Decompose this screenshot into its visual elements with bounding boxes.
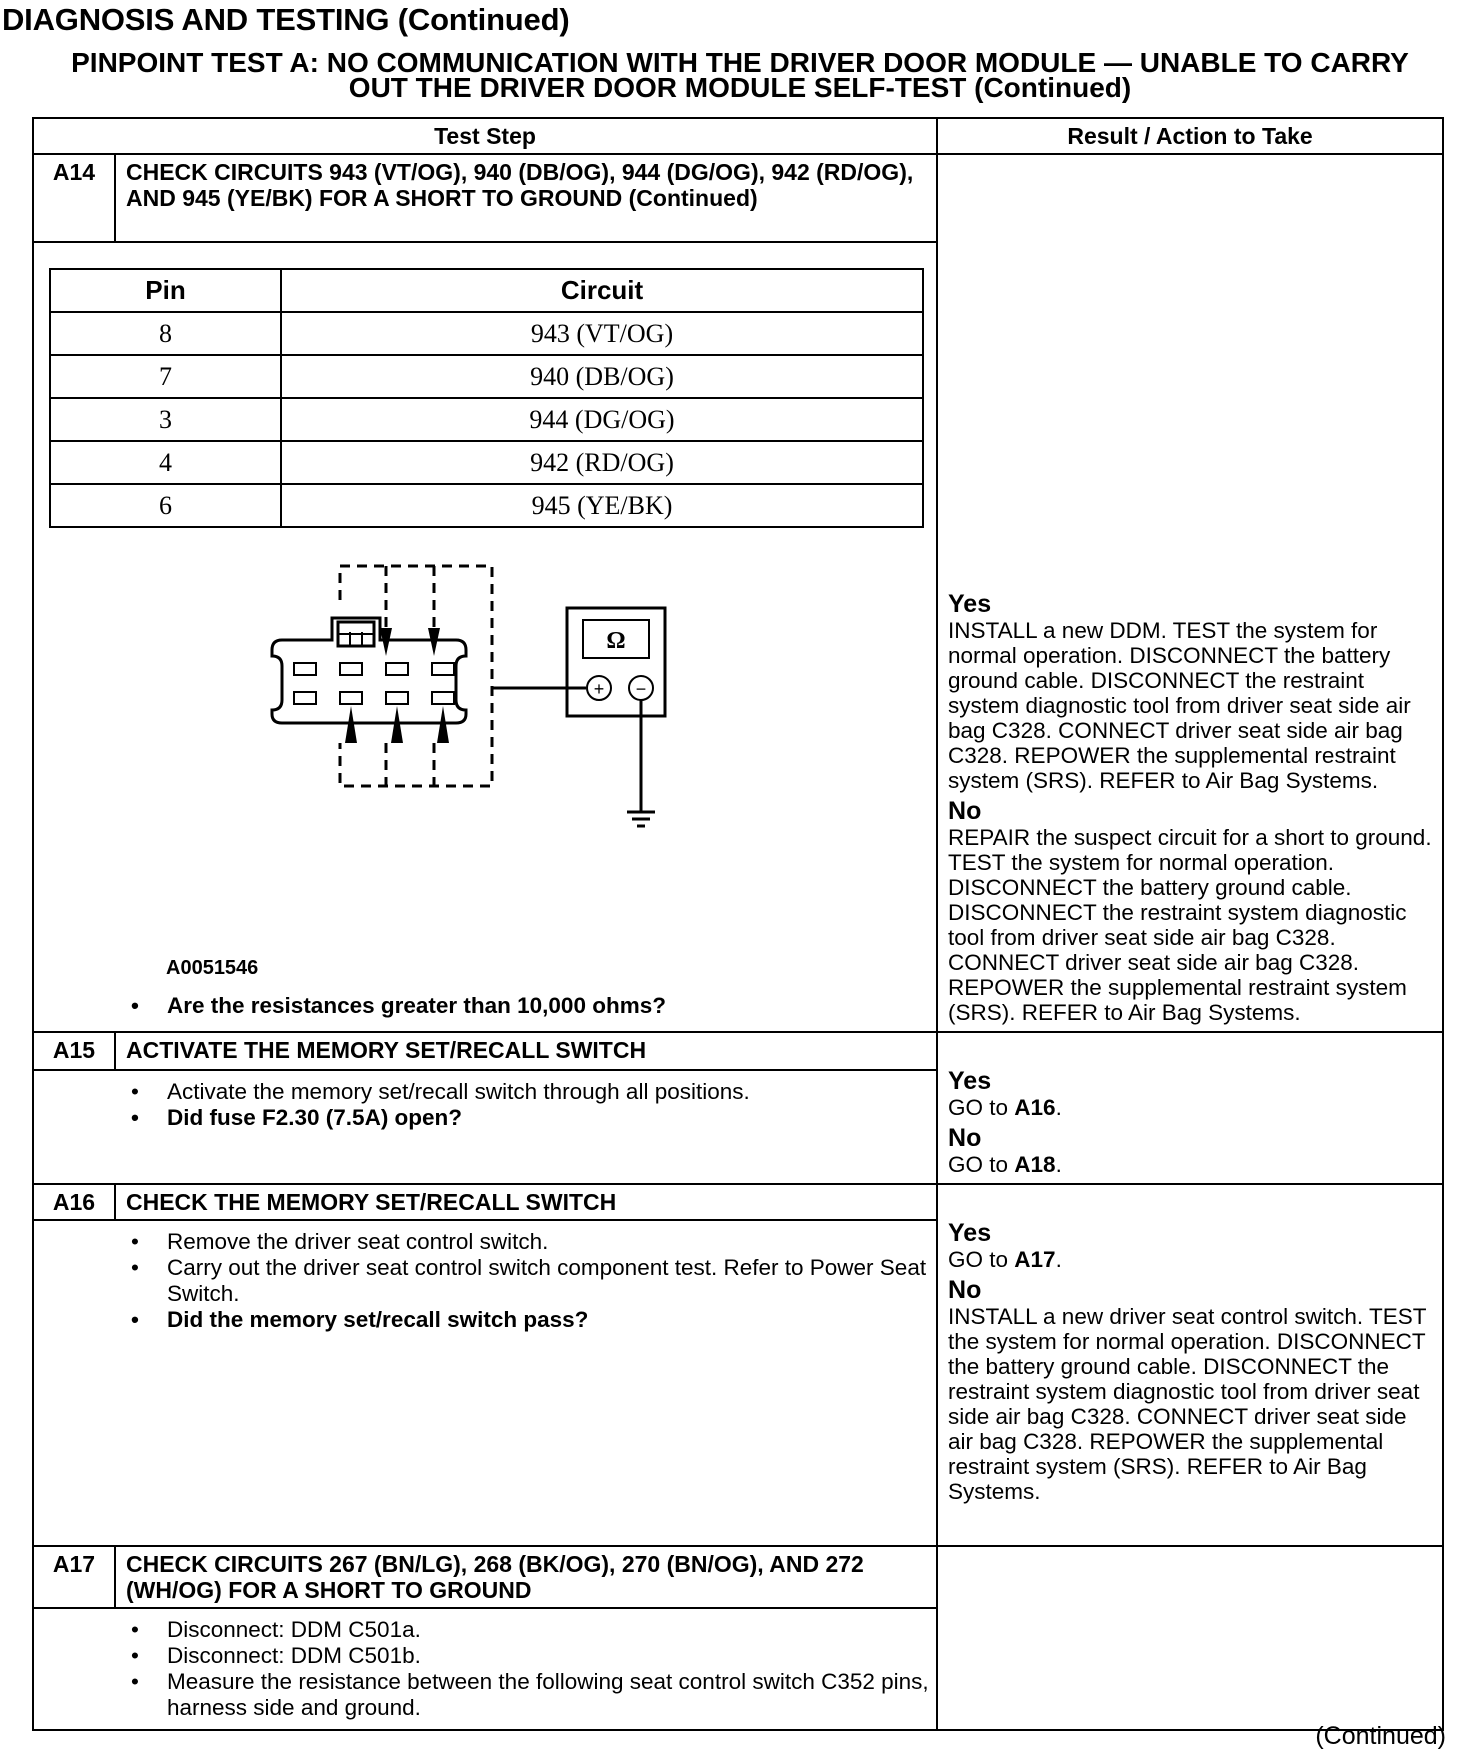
circuit-cell: 942 (RD/OG) [281,441,923,484]
header-test-step: Test Step [33,118,937,154]
yes-label: Yes [948,1219,992,1247]
step-title-a14: CHECK CIRCUITS 943 (VT/OG), 940 (DB/OG), 944 (DG/OG), 942 (RD/OG), AND 945 (YE/BK) FOR A SHORT TO GROUND (Continued) [115,154,937,242]
step-title-a16: CHECK THE MEMORY SET/RECALL SWITCH [115,1184,937,1220]
no-prefix: GO to [948,1152,1015,1177]
step-a16-1: • Remove the driver seat control switch. [34,1229,936,1255]
step-body-a14 [33,242,937,1032]
yes-prefix: GO to [948,1095,1015,1120]
pin-cell: 8 [50,312,281,355]
no-label: No [948,797,982,825]
table-row [50,484,923,527]
step-body-a16 [33,1220,937,1546]
step-id-a17: A17 [33,1546,115,1608]
circuit-cell: 940 (DB/OG) [281,355,923,398]
go-to-a17-link[interactable]: A17 [1014,1247,1056,1272]
go-to-a18-link[interactable]: A18 [1014,1152,1056,1177]
result-a16: Yes GO to A17. No INSTALL a new driver seat control switch. TEST the system for normal operation. DISCONNECT the battery ground cable. DISCONNECT the restraint system diagnostic tool from driver seat side air bag C328. CONNECT driver seat side air bag C328. REPOWER the supplemental restraint system (SRS). REFER to Air Bag Systems. [937,1184,1443,1546]
pin-circuit-table [49,268,924,528]
step-body-a15 [33,1070,937,1184]
pin-cell: 7 [50,355,281,398]
table-row [50,355,923,398]
result-a15: Yes GO to A16. No GO to A18. [937,1032,1443,1184]
plus-terminal: + [593,679,605,699]
circuit-cell: 944 (DG/OG) [281,398,923,441]
ohm-symbol: Ω [606,628,626,654]
minus-terminal: − [635,679,647,699]
pinpoint-test-title [30,47,1450,103]
no-text: REPAIR the suspect circuit for a short to ground. TEST the system for normal operation. DISCONNECT the battery ground cable. DISCONNECT the restraint system diagnostic tool from driver seat side air bag C328. CONNECT driver seat side air bag C328. REPOWER the supplemental restraint system (SRS). REFER to Air Bag Systems. [948,825,1432,1025]
pinpoint-title-line1: PINPOINT TEST A: NO COMMUNICATION WITH THE DRIVER DOOR MODULE — UNABLE TO CARRY [71,47,1409,78]
step-body-a17 [33,1608,937,1730]
figure-code: A0051546 [166,957,259,979]
continued-footer: (Continued) [1315,1722,1446,1750]
table-row [50,312,923,355]
result-a14 [937,154,1443,1032]
pin-cell: 4 [50,441,281,484]
step-title-a17: CHECK CIRCUITS 267 (BN/LG), 268 (BK/OG), 270 (BN/OG), AND 272 (WH/OG) FOR A SHORT TO GROUND [115,1546,937,1608]
question-a15: • Did fuse F2.30 (7.5A) open? [34,1105,936,1131]
test-steps-table [32,117,1444,1731]
step-a17-2: • Disconnect: DDM C501b. [34,1643,936,1669]
pin-header: Pin [50,269,281,312]
result-a17 [937,1546,1443,1730]
connector-test-diagram [34,528,938,888]
no-label: No [948,1124,982,1152]
header-result: Result / Action to Take [937,118,1443,154]
circuit-cell: 943 (VT/OG) [281,312,923,355]
pinpoint-title-line2: OUT THE DRIVER DOOR MODULE SELF-TEST (Continued) [348,72,1132,103]
question-a14: • Are the resistances greater than 10,000 ohms? [34,993,936,1019]
no-label: No [948,1276,982,1304]
question-a16: • Did the memory set/recall switch pass? [34,1307,936,1333]
step-id-a15: A15 [33,1032,115,1070]
circuit-cell: 945 (YE/BK) [281,484,923,527]
table-row [50,441,923,484]
step-a17-1: • Disconnect: DDM C501a. [34,1617,936,1643]
yes-text: INSTALL a new DDM. TEST the system for normal operation. DISCONNECT the battery ground cable. DISCONNECT the restraint system diagnostic tool from driver seat side air bag C328. CONNECT driver seat side air bag C328. REPOWER the supplemental restraint system (SRS). REFER to Air Bag Systems. [948,618,1411,793]
no-text: INSTALL a new driver seat control switch. TEST the system for normal operation. DISCONNECT the battery ground cable. DISCONNECT the restraint system diagnostic tool from driver seat side air bag C328. CONNECT driver seat side air bag C328. REPOWER the supplemental restraint system (SRS). REFER to Air Bag Systems. [948,1304,1427,1504]
pin-cell: 3 [50,398,281,441]
step-id-a14: A14 [33,154,115,242]
page-title: DIAGNOSIS AND TESTING (Continued) [2,2,570,37]
yes-prefix: GO to [948,1247,1015,1272]
step-a17-3: • Measure the resistance between the following seat control switch C352 pins, harness side and ground. [34,1669,936,1721]
ohmmeter [567,608,665,716]
pin-cell: 6 [50,484,281,527]
circuit-header: Circuit [281,269,923,312]
table-row [50,398,923,441]
yes-label: Yes [948,1067,992,1095]
step-title-a15: ACTIVATE THE MEMORY SET/RECALL SWITCH [115,1032,937,1070]
step-a15-1: • Activate the memory set/recall switch through all positions. [34,1079,936,1105]
yes-label: Yes [948,590,992,618]
step-a16-2: • Carry out the driver seat control switch component test. Refer to Power Seat Switch. [34,1255,936,1307]
step-id-a16: A16 [33,1184,115,1220]
go-to-a16-link[interactable]: A16 [1014,1095,1056,1120]
